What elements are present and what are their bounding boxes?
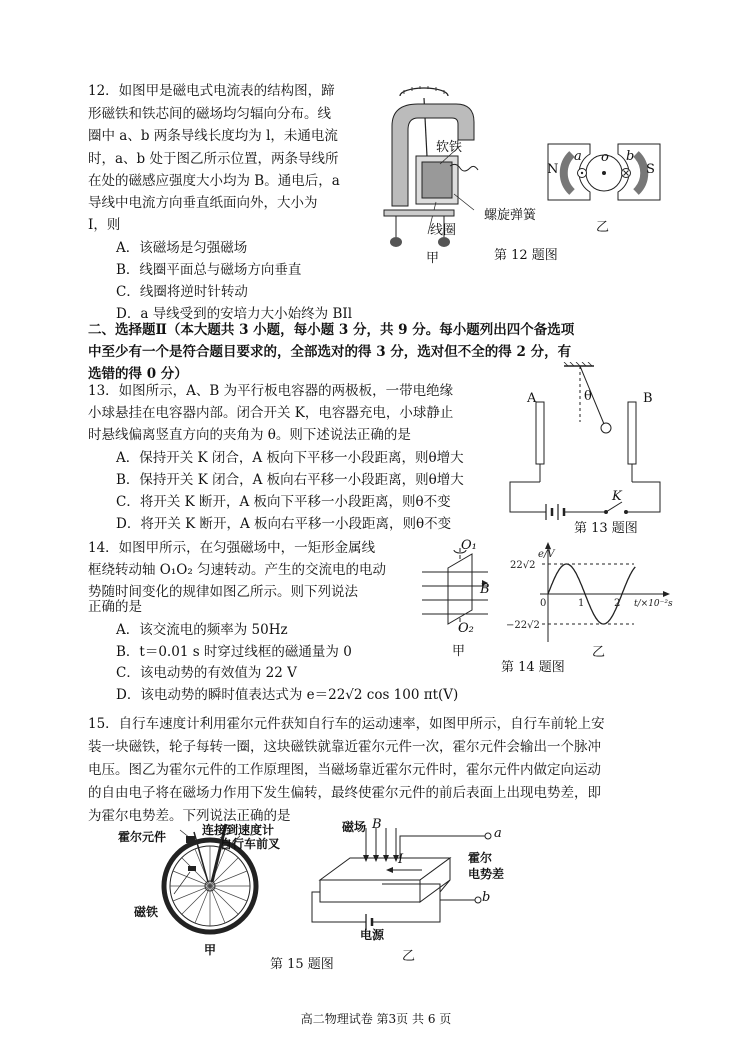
q12-line: 在处的磁感应强度大小均为 B。通电后，a <box>88 173 340 189</box>
q14-line: 14．如图甲所示，在匀强磁场中，一矩形金属线 <box>88 540 376 556</box>
q13-option-a: A．保持开关 K 闭合，A 板向下平移一小段距离，则θ增大 <box>116 450 464 466</box>
q12-label-coil: 线圈 <box>430 223 457 238</box>
q13-line: 小球悬挂在电容器内部。闭合开关 K，电容器充电，小球静止 <box>88 405 454 421</box>
q14-option-d: D．该电动势的瞬时值表达式为 e＝22√2 cos 100 πt(V) <box>116 687 459 703</box>
q13-label-theta: θ <box>584 389 592 404</box>
q15-label-connect: 连接到速度计 <box>202 823 275 837</box>
q12-label-yi: 乙 <box>596 220 610 235</box>
q14-caption: 第 14 题图 <box>501 660 565 675</box>
q12-label-s: S <box>646 162 655 177</box>
q12-label-spring: 螺旋弹簧 <box>484 208 537 223</box>
q12-label-b: b <box>626 149 635 164</box>
q13-caption: 第 13 题图 <box>574 521 638 536</box>
q15-label-current: I <box>398 852 404 867</box>
q14-ytick-top: 22√2 <box>510 560 536 571</box>
q14-option-a: A．该交流电的频率为 50Hz <box>116 622 288 638</box>
q12-label-n: N <box>547 162 559 177</box>
q12-option-c: C．线圈将逆时针转动 <box>116 284 248 300</box>
q13-label-b: B <box>643 391 653 406</box>
q14-option-c: C．该电动势的有效值为 22 V <box>116 665 297 681</box>
q15-figure-yi <box>310 818 510 948</box>
q15-label-yi: 乙 <box>402 949 416 964</box>
q12-label-jia: 甲 <box>426 251 440 266</box>
q12-caption: 第 12 题图 <box>494 248 558 263</box>
section-2-line: 中至少有一个是符合题目要求的，全部选对的得 3 分，选对但不全的得 2 分，有 <box>88 344 572 360</box>
q15-label-b-field: B <box>372 817 382 832</box>
q14-xlabel: t/×10⁻²s <box>634 599 673 609</box>
q15-line: 装一块磁铁，轮子每转一圈，这块磁铁就靠近霍尔元件一次，霍尔元件会输出一个脉冲 <box>88 739 601 755</box>
q15-label-hall-v1: 霍尔 <box>468 851 493 865</box>
q15-caption: 第 15 题图 <box>270 957 334 972</box>
q14-figure-yi <box>506 538 676 650</box>
q13-circuit-figure <box>500 362 670 528</box>
q12-option-b: B．线圈平面总与磁场方向垂直 <box>116 262 302 278</box>
q13-line: 13．如图所示，A、B 为平行板电容器的两极板，一带电绝缘 <box>88 383 454 399</box>
q13-option-c: C．将开关 K 断开，A 板向下平移一小段距离，则θ不变 <box>116 494 451 510</box>
q12-option-a: A．该磁场是匀强磁场 <box>116 240 248 256</box>
q14-line: 正确的是 <box>88 599 142 615</box>
q12-label-ruantie: 软铁 <box>436 140 463 155</box>
q12-line: 形磁铁和铁芯间的磁场均匀辐向分布。线 <box>88 106 331 122</box>
q15-label-field: 磁场 <box>342 820 367 834</box>
section-2-line: 二、选择题Ⅱ（本大题共 3 小题，每小题 3 分，共 9 分。每小题列出四个备选项 <box>88 322 575 338</box>
q14-xtick-2: 2 <box>614 598 621 609</box>
q15-label-fork: 自行车前叉 <box>220 837 281 851</box>
q13-label-a: A <box>527 391 537 406</box>
q15-label-magnet: 磁铁 <box>134 905 159 919</box>
q12-line: I，则 <box>88 217 121 233</box>
q14-line: 势随时间变化的规律如图乙所示。则下列说法 <box>88 584 358 600</box>
q15-label-hall: 霍尔元件 <box>118 830 167 844</box>
q14-label-b: B <box>480 582 490 597</box>
q14-ylabel: e/V <box>538 549 555 560</box>
q15-label-jia: 甲 <box>204 943 217 957</box>
q13-option-b: B．保持开关 K 闭合，A 板向右平移一小段距离，则θ增大 <box>116 472 464 488</box>
q14-ytick-bottom: −22√2 <box>506 620 540 631</box>
q12-option-d: D．a 导线受到的安培力大小始终为 BIl <box>116 306 353 322</box>
q14-label-o1: O₁ <box>461 538 477 553</box>
q13-line: 时悬线偏离竖直方向的夹角为 θ。则下述说法正确的是 <box>88 427 411 443</box>
q13-option-d: D．将开关 K 断开，A 板向右平移一小段距离，则θ不变 <box>116 516 452 532</box>
q14-label-o2: O₂ <box>458 621 474 636</box>
q15-line: 15．自行车速度计利用霍尔元件获知自行车的运动速率，如图甲所示，自行车前轮上安 <box>88 716 605 732</box>
q15-label-source: 电源 <box>360 928 385 942</box>
q12-label-o: o <box>601 150 609 165</box>
section-2-line: 选错的得 0 分） <box>88 366 188 382</box>
q15-line: 为霍尔电势差。下列说法正确的是 <box>88 808 291 824</box>
q15-label-a: a <box>494 826 502 841</box>
q13-label-k: K <box>612 489 622 504</box>
q12-label-a: a <box>574 149 582 164</box>
q15-label-hall-v2: 电势差 <box>468 867 505 881</box>
q14-xtick-1: 1 <box>578 598 585 609</box>
q12-line: 时，a、b 处于图乙所示位置，两条导线所 <box>88 151 339 167</box>
page-footer: 高二物理试卷 第3页 共 6 页 <box>300 1012 452 1026</box>
q14-label-yi: 乙 <box>592 645 606 660</box>
q14-line: 框绕转动轴 O₁O₂ 匀速转动。产生的交流电的电动 <box>88 562 387 578</box>
q12-line: 12．如图甲是磁电式电流表的结构图，蹄 <box>88 83 335 99</box>
q14-xtick-0: 0 <box>540 598 547 609</box>
q15-line: 电压。图乙为霍尔元件的工作原理图，当磁场靠近霍尔元件时，霍尔元件内做定向运动 <box>88 762 601 778</box>
q14-label-jia: 甲 <box>452 644 466 659</box>
q14-option-b: B．t＝0.01 s 时穿过线框的磁通量为 0 <box>116 644 352 660</box>
q12-line: 导线中电流方向垂直纸面向外，大小为 <box>88 195 318 211</box>
q15-label-b: b <box>482 890 491 905</box>
q15-line: 的自由电子将在磁场力作用下发生偏转，最终使霍尔元件的前后表面上出现电势差，即 <box>88 785 601 801</box>
q12-line: 圈中 a、b 两条导线长度均为 l，未通电流 <box>88 128 338 144</box>
